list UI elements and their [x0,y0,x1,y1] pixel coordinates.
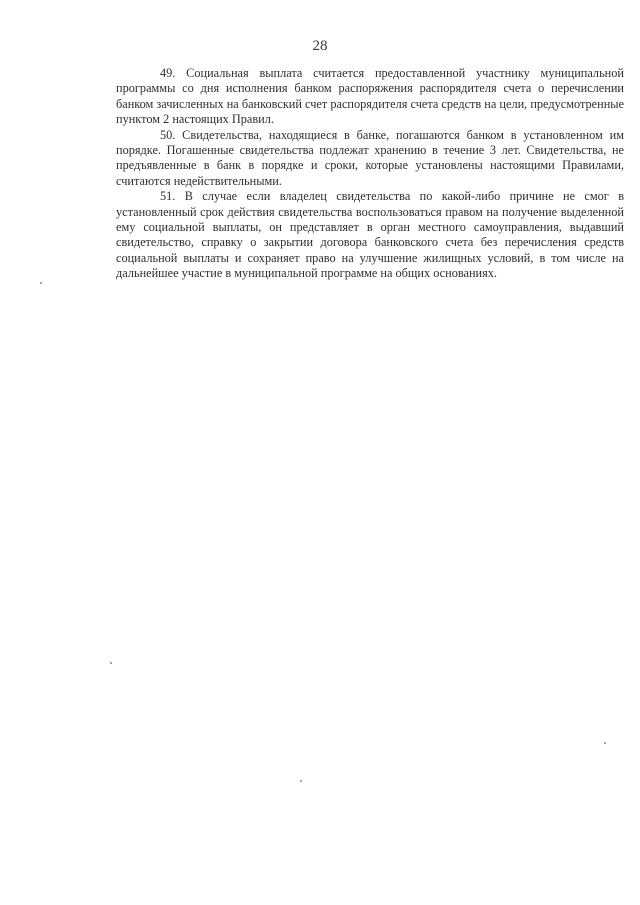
paragraph-51: 51. В случае если владелец свидетельства по какой-либо причине не смог в установленный срок действия свидетельства воспользоваться правом на получение выделенной ему социальной выплаты, он представляет в орган местного самоуправления, выдавший свидетельство, справку о закрытии договора банковского счета без перечисления средств социальной выплаты и сохраняет право на улучшение жилищных условий, в том числе на дальнейшее участие в муниципальной программе на общих основаниях. [116,189,624,281]
page-body [116,66,624,282]
page-number: 28 [312,38,328,54]
paragraph-50: 50. Свидетельства, находящиеся в банке, погашаются банком в установленном им порядке. Погашенные свидетельства подлежат хранению в течение 3 лет. Свидетельства, не предъявленные в банк в порядке и сроки, которые установлены настоящими Правилами, считаются недействительными. [116,127,624,188]
scan-speck [110,662,112,664]
scan-speck [40,282,42,284]
scan-speck [604,742,606,744]
scan-speck [300,780,302,782]
paragraph-49: 49. Социальная выплата считается предоставленной участнику муниципальной программы со дня исполнения банком распоряжения распорядителя счета о перечислении банком зачисленных на банковский счет распорядителя счета средств на цели, предусмотренные пунктом 2 настоящих Правил. [116,66,624,127]
